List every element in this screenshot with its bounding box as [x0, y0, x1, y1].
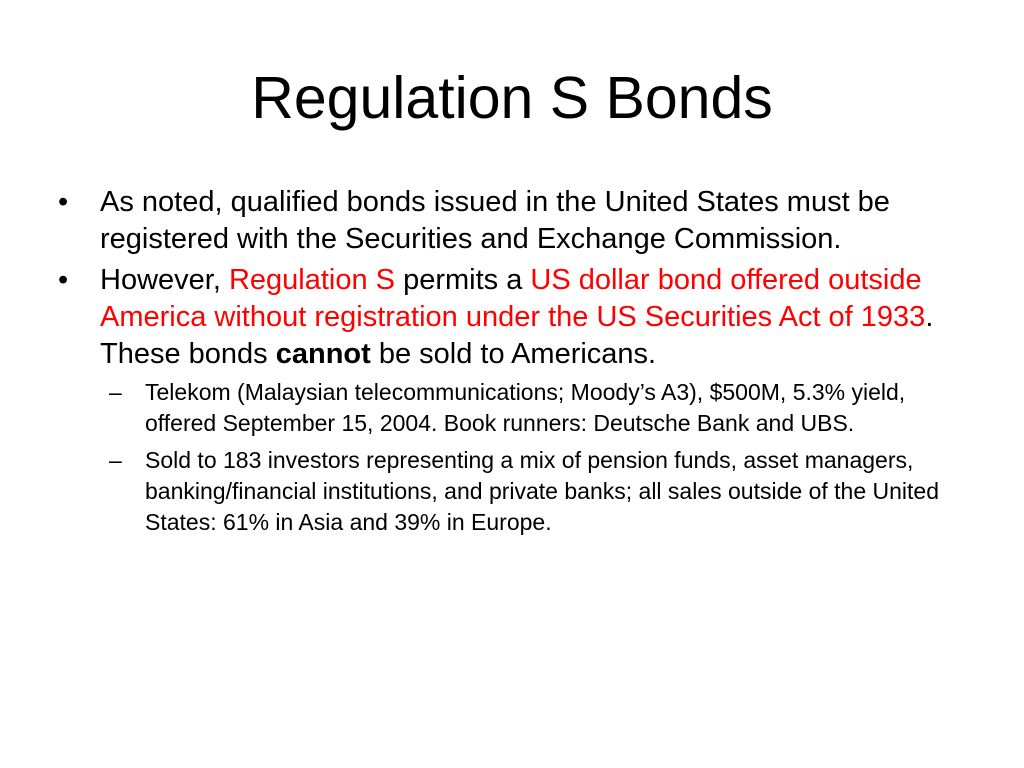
bullet-text-part: However,: [100, 264, 229, 296]
bullet-text-part: . These bonds: [100, 301, 934, 370]
bullet-item: [58, 262, 968, 373]
bullet-marker: •: [58, 264, 69, 296]
bullet-text: As noted, qualified bonds issued in the United States must be registered with the Securities and Exchange Commission.: [100, 186, 890, 255]
sub-bullet-marker: –: [109, 379, 122, 405]
slide-title: Regulation S Bonds: [251, 65, 773, 131]
highlight-us-dollar-bond: US dollar bond offered outside America without registration under the US Securities Act of 1933: [100, 264, 926, 333]
sub-bullet-text: Telekom (Malaysian telecommunications; Moody’s A3), $500M, 5.3% yield, offered September 15, 2004. Book runners: Deutsche Bank and UBS.: [145, 379, 906, 436]
emphasis-cannot: cannot: [275, 338, 371, 370]
sub-bullet-text: Sold to 183 investors representing a mix of pension funds, asset managers, banking/financial institutions, and private banks; all sales outside of the United States: 61% in Asia and 39% in Europe.: [145, 447, 939, 535]
bullet-text-part: permits a: [395, 264, 531, 296]
slide-body: [58, 184, 968, 544]
bullet-text-part: be sold to Americans.: [370, 338, 657, 370]
sub-bullet-item: [103, 445, 968, 538]
sub-bullet-marker: –: [109, 447, 122, 473]
bullet-item: [58, 184, 968, 258]
sub-bullet-item: [103, 377, 968, 439]
bullet-marker: •: [58, 186, 69, 218]
highlight-regulation-s: Regulation S: [228, 264, 396, 296]
